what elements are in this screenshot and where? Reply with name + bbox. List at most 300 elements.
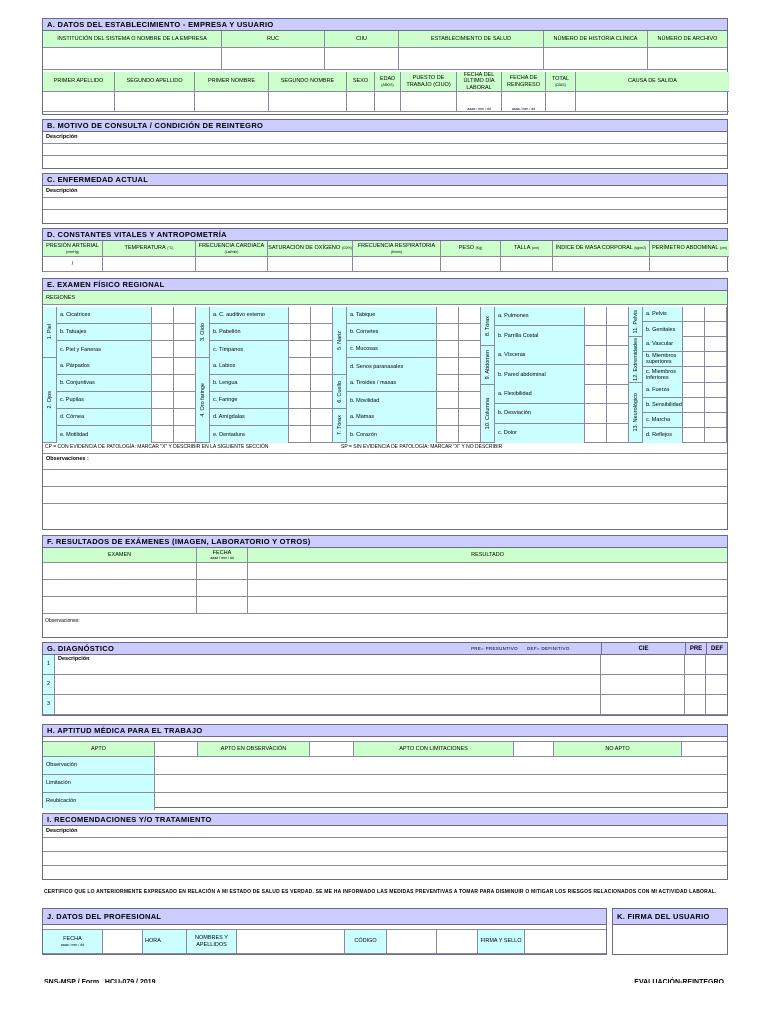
region-group-piel xyxy=(43,307,196,358)
observations-line[interactable] xyxy=(43,504,727,521)
section-g-title-text: G. DIAGNÓSTICO xyxy=(47,644,115,653)
temp-field[interactable] xyxy=(103,257,196,272)
pre-checkbox[interactable] xyxy=(685,655,706,675)
region-label-text: 1. Piel xyxy=(46,324,53,340)
cp-checkbox[interactable] xyxy=(289,409,311,426)
region-label-text: 8. Tórax xyxy=(484,315,491,336)
sp-checkbox[interactable] xyxy=(174,392,196,409)
apto-checkbox[interactable] xyxy=(155,742,198,757)
diagnosis-description[interactable] xyxy=(55,675,601,695)
exam-field[interactable] xyxy=(43,563,197,580)
region-label-text: 9. Abdomen xyxy=(484,350,491,380)
pre-checkbox[interactable] xyxy=(685,675,706,695)
age-unit: (AÑOS) xyxy=(381,82,394,87)
date-field[interactable] xyxy=(197,580,248,597)
exit-cause-header: CAUSA DE SALIDA xyxy=(576,72,729,92)
section-b xyxy=(42,119,728,169)
cp-checkbox[interactable] xyxy=(585,424,607,443)
region-label-text: 2. Ojos xyxy=(46,391,53,409)
footer-left: SNS-MSP / Form . HCU-079 / 2019 xyxy=(44,979,156,983)
cp-checkbox[interactable] xyxy=(683,413,705,428)
cp-checkbox[interactable] xyxy=(683,337,705,352)
region-item: b. Cornetes xyxy=(347,324,437,341)
apto-limitaciones-checkbox[interactable] xyxy=(514,742,554,757)
region-label xyxy=(629,307,643,336)
temp-header xyxy=(103,241,196,257)
def-checkbox[interactable] xyxy=(706,675,727,695)
bmi-label: ÍNDICE DE MASA CORPORAL xyxy=(555,245,633,252)
sp-checkbox[interactable] xyxy=(459,307,481,324)
sp-checkbox[interactable] xyxy=(459,409,481,426)
def-checkbox[interactable] xyxy=(706,655,727,675)
sp-checkbox[interactable] xyxy=(459,375,481,392)
spo2-label: SATURACIÓN DE OXÍGENO xyxy=(268,245,341,252)
height-label: TALLA xyxy=(514,245,531,252)
hr-field[interactable] xyxy=(196,257,268,272)
user-signature-field[interactable] xyxy=(613,925,727,954)
ciiu-header: CIIU xyxy=(325,31,399,48)
waist-field[interactable] xyxy=(650,257,729,272)
sp-checkbox[interactable] xyxy=(705,337,727,352)
names-label: NOMBRES Y APELLIDOS xyxy=(187,930,237,954)
sp-checkbox[interactable] xyxy=(311,426,333,443)
cp-checkbox[interactable] xyxy=(152,341,174,358)
ruc-field[interactable] xyxy=(222,48,325,70)
cp-checkbox[interactable] xyxy=(585,346,607,365)
result-field[interactable] xyxy=(248,597,727,614)
description-line[interactable] xyxy=(43,144,727,156)
sp-checkbox[interactable] xyxy=(459,426,481,443)
region-label xyxy=(481,385,495,442)
region-item: b. Movilidad xyxy=(347,392,437,409)
rr-header xyxy=(353,241,441,257)
region-group-ojos xyxy=(43,358,196,443)
region-label-text: 7. Tórax xyxy=(336,415,343,436)
names-field[interactable] xyxy=(237,930,345,954)
description-label: Descripción xyxy=(43,826,727,838)
section-d-title: D. CONSTANTES VITALES Y ANTROPOMETRÍA xyxy=(43,229,727,241)
sp-checkbox[interactable] xyxy=(705,367,727,382)
date-field[interactable] xyxy=(103,930,143,954)
sp-checkbox[interactable] xyxy=(705,413,727,428)
description-label: Descripción xyxy=(58,656,90,662)
section-c xyxy=(42,173,728,224)
first-name-field[interactable] xyxy=(195,92,269,112)
region-item: c. Dolor xyxy=(495,424,585,443)
region-label xyxy=(333,375,347,408)
height-unit: (cm) xyxy=(531,246,539,251)
cp-checkbox[interactable] xyxy=(683,307,705,322)
time-label: HORA xyxy=(143,930,187,954)
sp-checkbox[interactable] xyxy=(459,341,481,358)
region-label xyxy=(333,307,347,374)
diagnosis-number: 1 xyxy=(43,655,55,675)
cp-checkbox[interactable] xyxy=(683,383,705,398)
section-k xyxy=(612,908,728,955)
date-field[interactable] xyxy=(197,563,248,580)
cp-checkbox[interactable] xyxy=(683,428,705,443)
institution-header: INSTITUCIÓN DEL SISTEMA O NOMBRE DE LA EMPRESA xyxy=(43,31,222,48)
date-text: FECHA xyxy=(63,936,82,943)
diagnosis-grid xyxy=(43,655,727,715)
cp-checkbox[interactable] xyxy=(289,324,311,341)
sp-checkbox[interactable] xyxy=(311,307,333,324)
region-item: b. Miembros superiores xyxy=(643,352,683,367)
observation-field[interactable] xyxy=(155,757,727,775)
region-label xyxy=(481,307,495,345)
pre-legend: PRE= PRESUNTIVO xyxy=(471,646,518,651)
ruc-header: RUC xyxy=(222,31,325,48)
section-a xyxy=(42,18,728,115)
first-surname-field[interactable] xyxy=(43,92,115,112)
sp-checkbox[interactable] xyxy=(459,392,481,409)
region-group-torax8 xyxy=(481,307,629,346)
bp-label: PRESIÓN ARTERIAL xyxy=(46,243,99,250)
region-item: d. Senos paranasales xyxy=(347,358,437,375)
regions-area xyxy=(43,307,727,443)
date-label: FECHA xyxy=(212,549,232,556)
region-label-text: 6. Cuello xyxy=(336,380,343,403)
region-item: a. Labios xyxy=(210,358,289,375)
def-header: DEF xyxy=(706,643,727,655)
region-label xyxy=(196,358,210,442)
exam-header: EXAMEN xyxy=(43,548,197,563)
sp-checkbox[interactable] xyxy=(705,398,727,413)
waist-label: PERÍMETRO ABDOMINAL xyxy=(652,245,719,252)
rr-label: FRECUENCIA RESPIRATORIA xyxy=(357,243,436,250)
sp-checkbox[interactable] xyxy=(459,324,481,341)
section-d xyxy=(42,228,728,272)
rr-unit: (fr/min) xyxy=(390,249,403,254)
date-field[interactable] xyxy=(197,597,248,614)
temp-unit: (°C) xyxy=(167,246,174,251)
weight-unit: (Kg) xyxy=(475,246,483,251)
second-name-header: SEGUNDO NOMBRE xyxy=(269,72,347,92)
height-field[interactable] xyxy=(501,257,553,272)
region-label-text: 5. Nariz xyxy=(336,331,343,350)
sp-checkbox[interactable] xyxy=(311,358,333,375)
bmi-unit: (kg/m2) xyxy=(634,246,647,251)
cp-checkbox[interactable] xyxy=(152,375,174,392)
region-item: b. Conjuntivas xyxy=(57,375,152,392)
cp-checkbox[interactable] xyxy=(437,341,459,358)
regions-label: REGIONES xyxy=(43,291,727,305)
region-item: c. Marcha xyxy=(643,413,683,428)
aptitude-options xyxy=(43,741,727,757)
sp-checkbox[interactable] xyxy=(311,375,333,392)
region-item: a. Pulmones xyxy=(495,307,585,326)
bp-header xyxy=(43,241,103,257)
observations-label: Observaciones: xyxy=(45,618,80,624)
cp-checkbox[interactable] xyxy=(683,398,705,413)
reentry-date-header: FECHA DE REINGRESO xyxy=(502,72,546,92)
region-label-text: 13. Neurológico xyxy=(632,393,639,432)
cp-checkbox[interactable] xyxy=(289,341,311,358)
cp-checkbox[interactable] xyxy=(289,375,311,392)
apto-limitaciones-label: APTO CON LIMITACIONES xyxy=(354,742,514,757)
cp-checkbox[interactable] xyxy=(437,426,459,443)
region-label xyxy=(333,409,347,442)
vitals-grid xyxy=(43,241,727,272)
bmi-field[interactable] xyxy=(553,257,650,272)
region-item: b. Tatuajes xyxy=(57,324,152,341)
sp-checkbox[interactable] xyxy=(705,428,727,443)
hr-unit: (Lat/min) xyxy=(224,249,239,254)
region-label xyxy=(43,307,57,357)
region-item: a. Tabique xyxy=(347,307,437,324)
diagnosis-number: 3 xyxy=(43,695,55,715)
section-e-title: E. EXAMEN FÍSICO REGIONAL xyxy=(43,279,727,291)
sp-checkbox[interactable] xyxy=(174,324,196,341)
sp-checkbox[interactable] xyxy=(607,404,629,423)
second-surname-field[interactable] xyxy=(115,92,195,112)
sp-checkbox[interactable] xyxy=(311,409,333,426)
pre-header: PRE xyxy=(685,643,706,655)
cie-field[interactable] xyxy=(601,655,685,675)
cp-checkbox[interactable] xyxy=(289,358,311,375)
sp-checkbox[interactable] xyxy=(705,383,727,398)
reentry-date-field[interactable] xyxy=(502,92,546,112)
cp-checkbox[interactable] xyxy=(585,326,607,345)
sp-checkbox[interactable] xyxy=(459,358,481,375)
region-item: d. Amígdalas xyxy=(210,409,289,426)
sex-field[interactable] xyxy=(347,92,375,112)
diagnosis-description[interactable] xyxy=(55,655,601,675)
sp-checkbox[interactable] xyxy=(607,365,629,384)
apto-label: APTO xyxy=(43,742,155,757)
region-item: a. Tiroides / masas xyxy=(347,375,437,392)
age-field[interactable] xyxy=(375,92,401,112)
spo2-field[interactable] xyxy=(268,257,353,272)
sp-checkbox[interactable] xyxy=(607,346,629,365)
sp-checkbox[interactable] xyxy=(174,341,196,358)
signature-field[interactable] xyxy=(525,930,606,954)
region-item: d. Reflejos xyxy=(643,428,683,443)
sp-checkbox[interactable] xyxy=(174,375,196,392)
bp-field[interactable]: / xyxy=(43,257,103,272)
description-line[interactable] xyxy=(43,838,727,852)
total-header xyxy=(546,72,576,92)
sp-checkbox[interactable] xyxy=(311,341,333,358)
hr-header xyxy=(196,241,268,257)
health-facility-header: ESTABLECIMIENTO DE SALUD xyxy=(399,31,544,48)
exam-field[interactable] xyxy=(43,580,197,597)
region-item: a. Cicatrices xyxy=(57,307,152,324)
region-item: a. Vascular xyxy=(643,337,683,352)
region-item: b. Desviación xyxy=(495,404,585,423)
region-label-text: 12. Extremidades xyxy=(632,337,639,381)
region-label xyxy=(629,337,643,381)
code-field[interactable] xyxy=(387,930,437,954)
sp-checkbox[interactable] xyxy=(174,409,196,426)
date-format-hint: aaaa / mm / dd xyxy=(467,106,491,111)
apto-observacion-label: APTO EN OBSERVACIÓN xyxy=(198,742,310,757)
diagnosis-number: 2 xyxy=(43,675,55,695)
sp-checkbox[interactable] xyxy=(174,307,196,324)
def-checkbox[interactable] xyxy=(706,695,727,715)
cp-checkbox[interactable] xyxy=(437,392,459,409)
last-work-day-header: FECHA DEL ÚLTIMO DÍA LABORAL xyxy=(457,72,502,92)
cp-checkbox[interactable] xyxy=(152,392,174,409)
cp-checkbox[interactable] xyxy=(585,385,607,404)
last-work-day-field[interactable] xyxy=(457,92,502,112)
professional-grid xyxy=(43,929,606,954)
sp-checkbox[interactable] xyxy=(705,322,727,337)
age-header xyxy=(375,72,401,92)
weight-field[interactable] xyxy=(441,257,501,272)
sp-checkbox[interactable] xyxy=(705,307,727,322)
sp-checkbox[interactable] xyxy=(311,324,333,341)
region-label-text: 10. Columna xyxy=(484,397,491,429)
region-item: b. Corazón xyxy=(347,426,437,443)
region-label xyxy=(481,346,495,384)
date-label xyxy=(43,930,103,954)
cp-checkbox[interactable] xyxy=(683,322,705,337)
relocation-field[interactable] xyxy=(155,793,727,810)
spacer xyxy=(437,930,478,954)
description-label: Descripción xyxy=(43,132,727,144)
date-header xyxy=(197,548,248,563)
region-group-nariz xyxy=(333,307,481,375)
cp-checkbox[interactable] xyxy=(437,358,459,375)
hr-label: FRECUENCIA CARDIACA xyxy=(198,243,265,250)
waist-unit: (cm) xyxy=(719,246,727,251)
region-item: c. Faringe xyxy=(210,392,289,409)
limitation-field[interactable] xyxy=(155,775,727,793)
pre-checkbox[interactable] xyxy=(685,695,706,715)
region-item: a. Pelvis xyxy=(643,307,683,322)
no-apto-label: NO APTO xyxy=(554,742,682,757)
rr-field[interactable] xyxy=(353,257,441,272)
health-facility-field[interactable] xyxy=(399,48,544,70)
region-group-pelvis xyxy=(629,307,727,337)
sp-legend: SP = SIN EVIDENCIA DE PATOLOGÍA: MARCAR "X" Y NO DESCRIBIR xyxy=(341,444,503,450)
establishment-grid xyxy=(43,31,727,70)
waist-header xyxy=(650,241,729,257)
bp-unit: (mmHg) xyxy=(66,249,79,254)
clinical-history-field[interactable] xyxy=(544,48,648,70)
cp-checkbox[interactable] xyxy=(683,352,705,367)
cp-checkbox[interactable] xyxy=(152,307,174,324)
sp-checkbox[interactable] xyxy=(607,326,629,345)
section-i xyxy=(42,813,728,880)
region-item: b. Pabellón xyxy=(210,324,289,341)
spo2-unit: (O2%) xyxy=(341,246,352,251)
archive-number-header: NÚMERO DE ARCHIVO xyxy=(648,31,727,48)
spo2-header xyxy=(268,241,353,257)
region-label xyxy=(629,383,643,442)
description-line[interactable] xyxy=(43,852,727,866)
section-h xyxy=(42,724,728,808)
section-f xyxy=(42,535,728,638)
section-g xyxy=(42,642,728,716)
code-label: CÓDIGO xyxy=(345,930,387,954)
cp-checkbox[interactable] xyxy=(683,367,705,382)
cp-checkbox[interactable] xyxy=(152,426,174,443)
region-item: a. Párpados xyxy=(57,358,152,375)
sp-checkbox[interactable] xyxy=(174,426,196,443)
cp-checkbox[interactable] xyxy=(437,307,459,324)
description-line[interactable] xyxy=(43,198,727,210)
height-header xyxy=(501,241,553,257)
age-label: EDAD xyxy=(379,76,396,83)
aptitude-detail-grid xyxy=(43,757,727,810)
sp-checkbox[interactable] xyxy=(174,358,196,375)
sp-checkbox[interactable] xyxy=(607,307,629,326)
relocation-label: Reubicación xyxy=(43,793,155,810)
total-label: TOTAL xyxy=(551,76,570,83)
sex-header: SEXO xyxy=(347,72,375,92)
cp-checkbox[interactable] xyxy=(585,307,607,326)
observation-label: Observación xyxy=(43,757,155,775)
institution-field[interactable] xyxy=(43,48,222,70)
exams-grid xyxy=(43,548,727,614)
first-surname-header: PRIMER APELLIDO xyxy=(43,72,115,92)
job-header: PUESTO DE TRABAJO (CIUO) xyxy=(401,72,457,92)
cp-checkbox[interactable] xyxy=(289,426,311,443)
sp-checkbox[interactable] xyxy=(607,424,629,443)
cp-checkbox[interactable] xyxy=(152,358,174,375)
archive-number-field[interactable] xyxy=(648,48,727,70)
cp-checkbox[interactable] xyxy=(289,307,311,324)
cie-field[interactable] xyxy=(601,675,685,695)
exit-cause-field[interactable] xyxy=(576,92,729,112)
section-f-title: F. RESULTADOS DE EXÁMENES (IMAGEN, LABORATORIO Y OTROS) xyxy=(43,536,727,548)
result-field[interactable] xyxy=(248,563,727,580)
exam-field[interactable] xyxy=(43,597,197,614)
cp-checkbox[interactable] xyxy=(585,404,607,423)
cp-legend: CP = CON EVIDENCIA DE PATOLOGÍA: MARCAR "X" Y DESCRIBIR EN LA SIGUIENTE SECCIÓN xyxy=(45,444,269,450)
sp-checkbox[interactable] xyxy=(311,392,333,409)
region-item: b. Lengua xyxy=(210,375,289,392)
clinical-history-header: NÚMERO DE HISTORIA CLÍNICA xyxy=(544,31,648,48)
cp-checkbox[interactable] xyxy=(437,375,459,392)
job-field[interactable] xyxy=(401,92,457,112)
region-item: a. Mamas xyxy=(347,409,437,426)
cp-checkbox[interactable] xyxy=(585,365,607,384)
result-field[interactable] xyxy=(248,580,727,597)
sp-checkbox[interactable] xyxy=(607,385,629,404)
section-b-title: B. MOTIVO DE CONSULTA / CONDICIÓN DE REINTEGRO xyxy=(43,120,727,132)
cp-checkbox[interactable] xyxy=(152,409,174,426)
observations-line[interactable] xyxy=(43,487,727,504)
temp-label: TEMPERATURA xyxy=(124,245,166,252)
total-field[interactable] xyxy=(546,92,576,112)
observations-line[interactable] xyxy=(43,470,727,487)
user-grid xyxy=(43,72,727,112)
certification-text: CERTIFICO QUE LO ANTERIORMENTE EXPRESADO EN RELACIÓN A MI ESTADO DE SALUD ES VERDAD. SE ME HA INFORMADO LAS MEDIDAS PREVENTIVAS A TOMAR PARA DISMINUIR O MITIGAR LOS RIESGOS RELACIONADOS CON MI ACTIVIDAD LABORAL. xyxy=(44,889,717,895)
region-group-cuello xyxy=(333,375,481,409)
ciiu-field[interactable] xyxy=(325,48,399,70)
observations-label: Observaciones : xyxy=(43,454,727,470)
date-format-hint: aaaa / mm / dd xyxy=(60,942,85,947)
cp-checkbox[interactable] xyxy=(289,392,311,409)
diagnosis-description[interactable] xyxy=(55,695,601,715)
second-name-field[interactable] xyxy=(269,92,347,112)
apto-observacion-checkbox[interactable] xyxy=(310,742,354,757)
cp-checkbox[interactable] xyxy=(152,324,174,341)
region-item: a. C. auditivo externo xyxy=(210,307,289,324)
region-item: e. Dentadura xyxy=(210,426,289,443)
sp-checkbox[interactable] xyxy=(705,352,727,367)
cp-checkbox[interactable] xyxy=(437,409,459,426)
region-item: a. Flexibilidad xyxy=(495,385,585,404)
cp-checkbox[interactable] xyxy=(437,324,459,341)
region-label-text: 3. Oído xyxy=(199,322,206,342)
region-item: b. Sensibilidad xyxy=(643,398,683,413)
no-apto-checkbox[interactable] xyxy=(682,742,727,757)
cie-field[interactable] xyxy=(601,695,685,715)
